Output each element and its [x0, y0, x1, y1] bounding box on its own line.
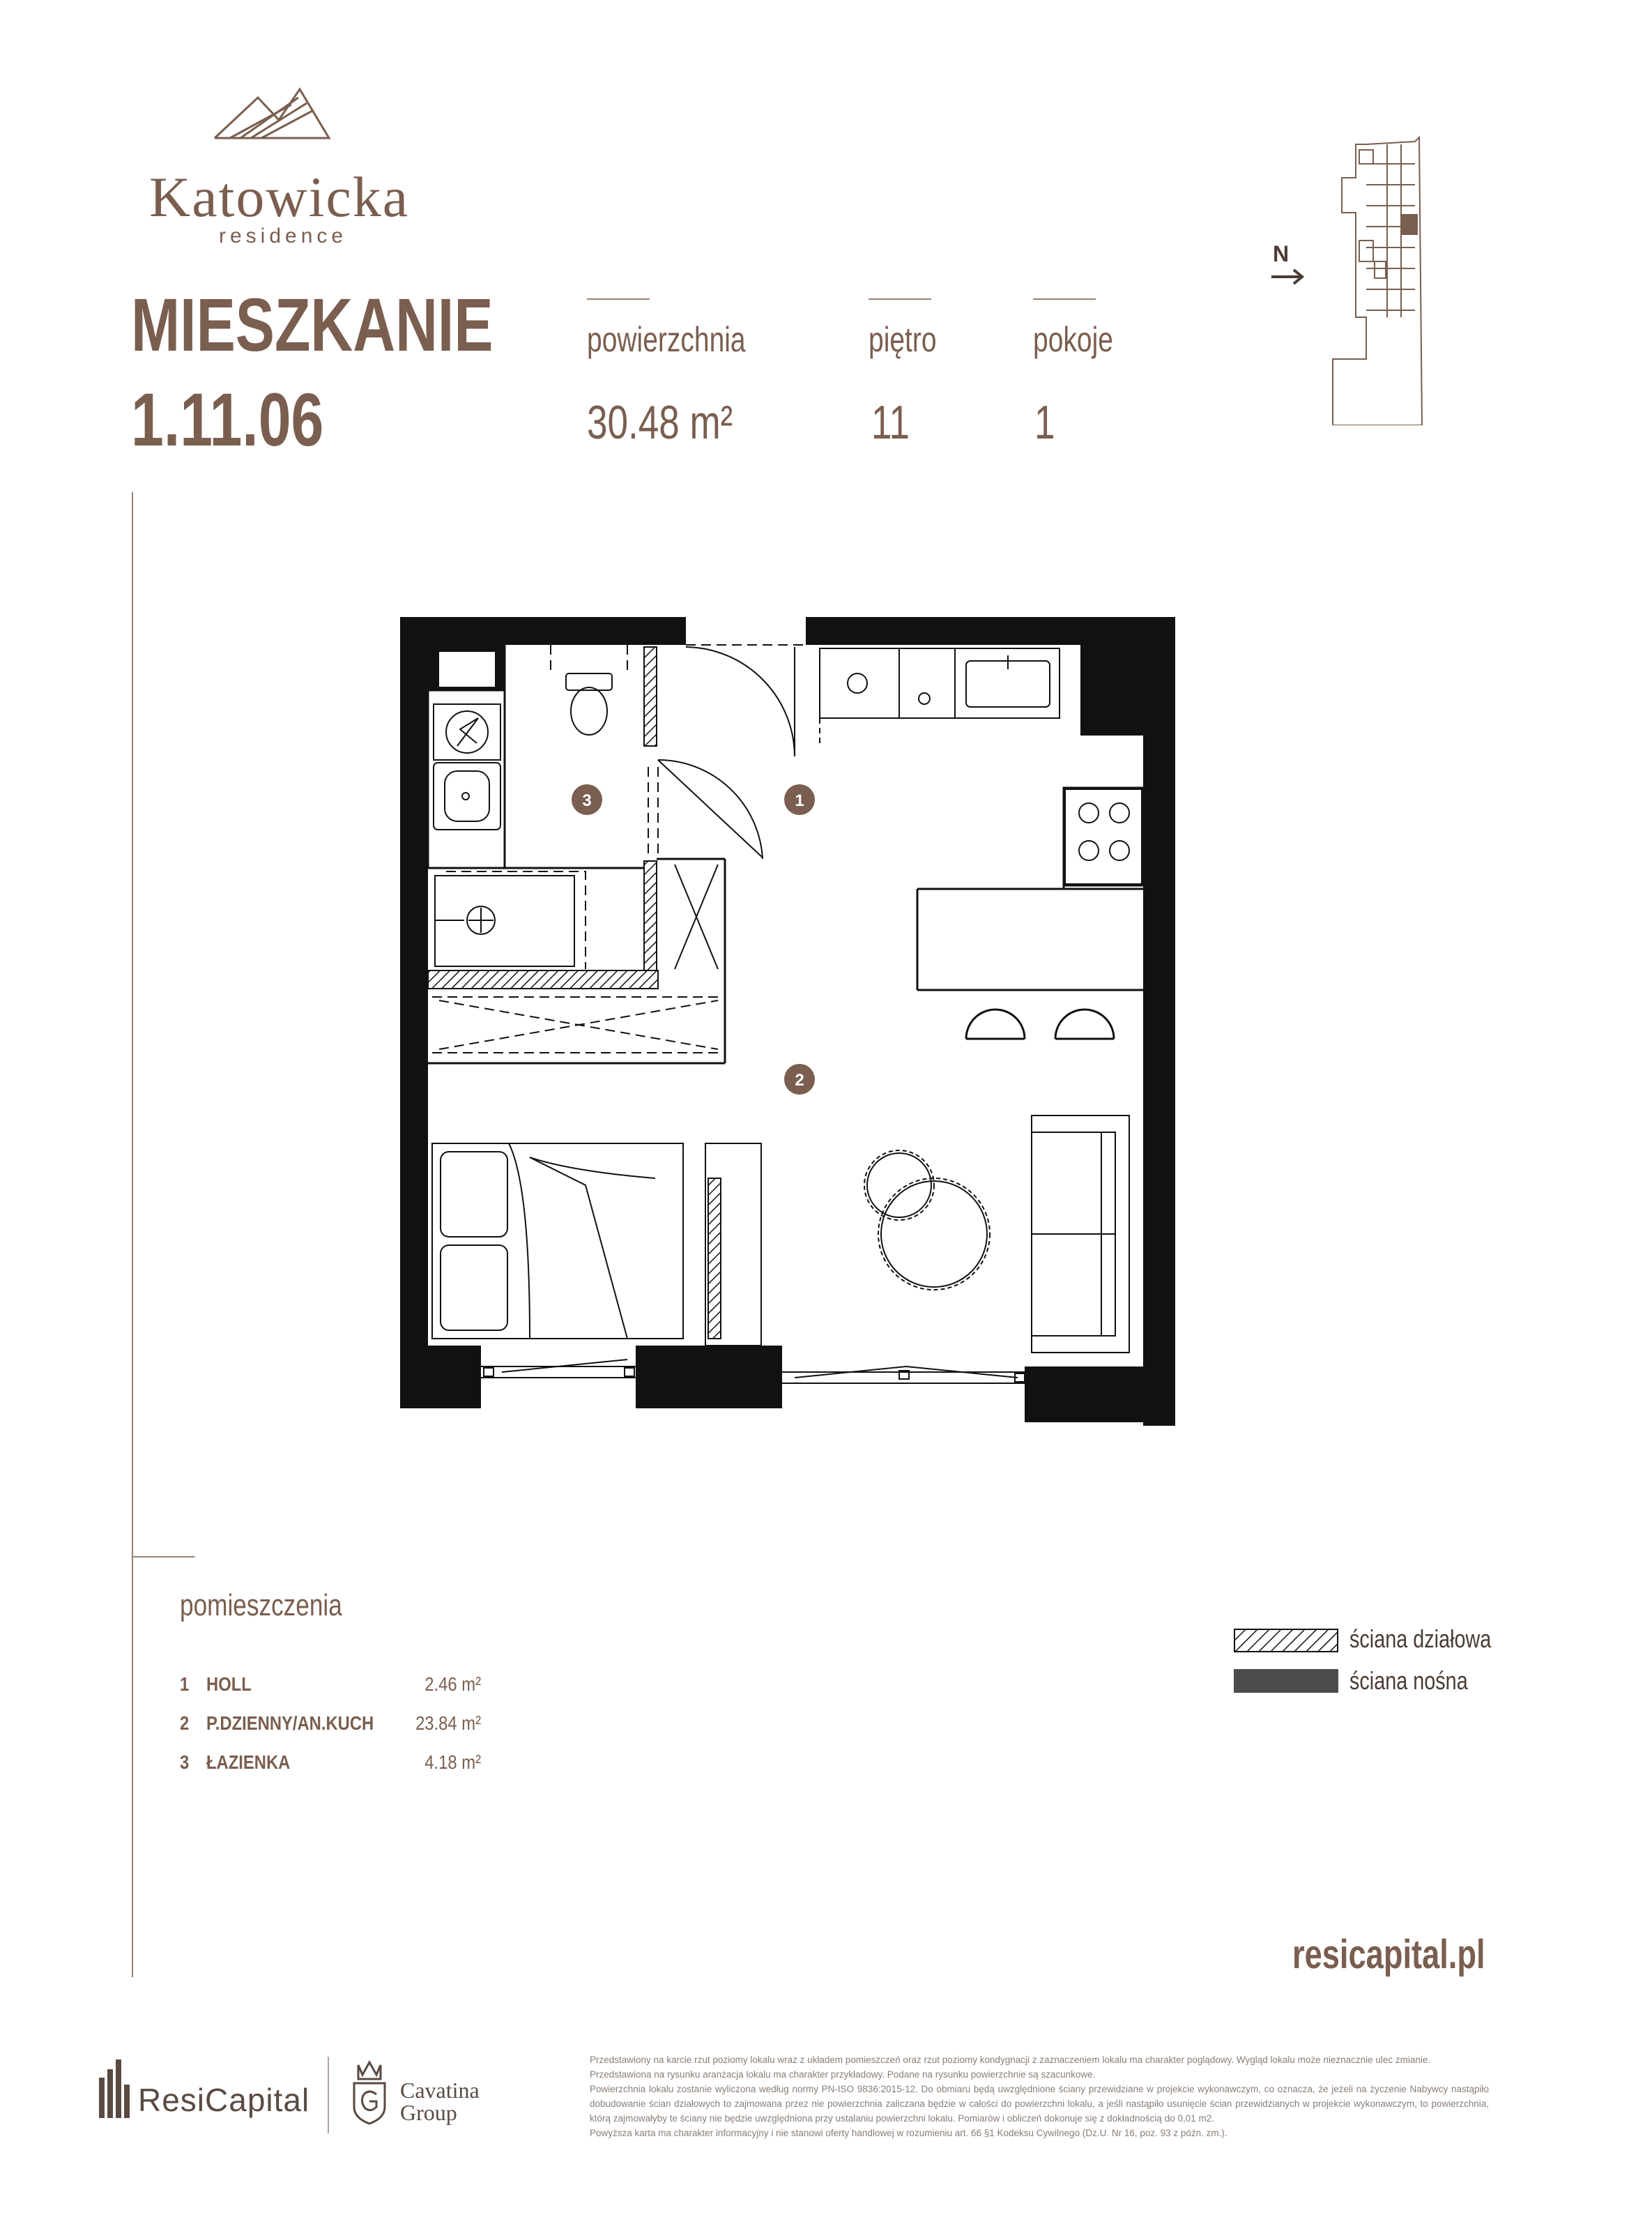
disclaimer-line: Powierzchnia lokalu zostanie wyliczona według normy PN-ISO 9836:2015-12. Do obmiaru będą uwzględnione ściany przewidziane w projekcie wykonawczym, co oznacza, że jeżeli na życzenie Nabywcy nastąpiło dobudowanie ścian działowych to zajmowana przez nie powierzchnia zaliczana będzie w całości do powierzchni lokalu, a jeśli nastąpiło usunięcie ścian przewidzianych w projekcie wykonawczym, to powierzchnia, którą zajmowałyby te ściany nie będzie uwzględniona przy ustalaniu powierzchni lokalu. Pomiarów i obliczeń dokonuje się z dokładnością do 0,01 m2. [590, 2084, 1489, 2124]
stat-label-rooms: pokoje [1033, 320, 1113, 359]
cavatina-crest-icon [349, 2058, 390, 2125]
resicapital-logo-icon [98, 2057, 132, 2119]
north-label: N [1273, 241, 1290, 266]
stat-label-floor: piętro [869, 320, 937, 359]
room-marker-3 [572, 784, 602, 815]
website-link[interactable]: resicapital.pl [1292, 1932, 1485, 1977]
building-key-plan [1324, 136, 1429, 425]
stat-divider [869, 298, 931, 300]
brand-subtitle: residence [219, 224, 348, 248]
stat-value-area: 30.48 m² [587, 396, 733, 449]
disclaimer-line: Przedstawiona na rysunku aranżacja lokalu ma charakter przykładowy. Podane na rysunku powierzchnie są szacunkowe. [590, 2069, 1096, 2080]
footer-brand-cavatina: Cavatina [400, 2078, 480, 2103]
svg-text:1: 1 [795, 791, 804, 810]
floor-plan [390, 607, 1185, 1429]
stat-value-rooms: 1 [1034, 396, 1055, 449]
load-bearing-wall-swatch [1234, 1669, 1338, 1693]
room-number: 1 [180, 1673, 190, 1695]
rooms-title: pomieszczenia [180, 1588, 342, 1622]
footer-brand-resicapital: ResiCapital [138, 2082, 310, 2118]
room-name: HOLL [206, 1673, 252, 1695]
legend-partition-label: ściana działowa [1349, 1624, 1492, 1653]
mountain-logo-icon [209, 77, 335, 143]
highlighted-unit [1401, 214, 1418, 235]
stat-divider [587, 298, 650, 300]
footer-brand-group: Group [400, 2100, 457, 2125]
room-marker-2 [784, 1064, 815, 1095]
disclaimer [590, 2053, 1489, 2140]
north-arrow-icon [1270, 266, 1306, 287]
room-marker-1 [784, 784, 815, 815]
svg-text:3: 3 [582, 791, 592, 810]
room-area: 23.84 m² [415, 1712, 481, 1734]
room-name: ŁAZIENKA [206, 1751, 291, 1773]
apartment-number: 1.11.06 [131, 377, 324, 462]
legend-load-bearing-label: ściana nośna [1349, 1666, 1468, 1695]
disclaimer-line: Powyższa karta ma charakter informacyjny i nie stanowi oferty handlowej w rozumieniu art. 66 §1 Kodeksu Cywilnego (Dz.U. Nr 16, poz. 93 z późn. zm.). [590, 2128, 1227, 2138]
stat-divider [1033, 298, 1096, 300]
stat-label-area: powierzchnia [587, 320, 746, 359]
room-area: 4.18 m² [425, 1751, 481, 1773]
disclaimer-line: Przedstawiony na karcie rzut poziomy lokalu wraz z układem pomieszczeń oraz rzut poziomy kondygnacji z zaznaczeniem lokalu ma charakter poglądowy. Wygląd lokalu może nieznacznie ulec zmianie. [590, 2055, 1431, 2065]
vertical-guide-line [132, 492, 133, 1977]
room-name: P.DZIENNY/AN.KUCH [206, 1712, 374, 1734]
room-area: 2.46 m² [425, 1673, 481, 1695]
apartment-label: MIESZKANIE [131, 282, 494, 367]
section-tick [132, 1556, 194, 1558]
stat-value-floor: 11 [871, 396, 910, 449]
partition-wall-swatch [1234, 1629, 1338, 1652]
footer-divider [328, 2057, 329, 2133]
brand-name: Katowicka [149, 165, 410, 229]
svg-text:2: 2 [795, 1071, 804, 1090]
room-number: 2 [180, 1712, 190, 1734]
room-number: 3 [180, 1751, 190, 1773]
